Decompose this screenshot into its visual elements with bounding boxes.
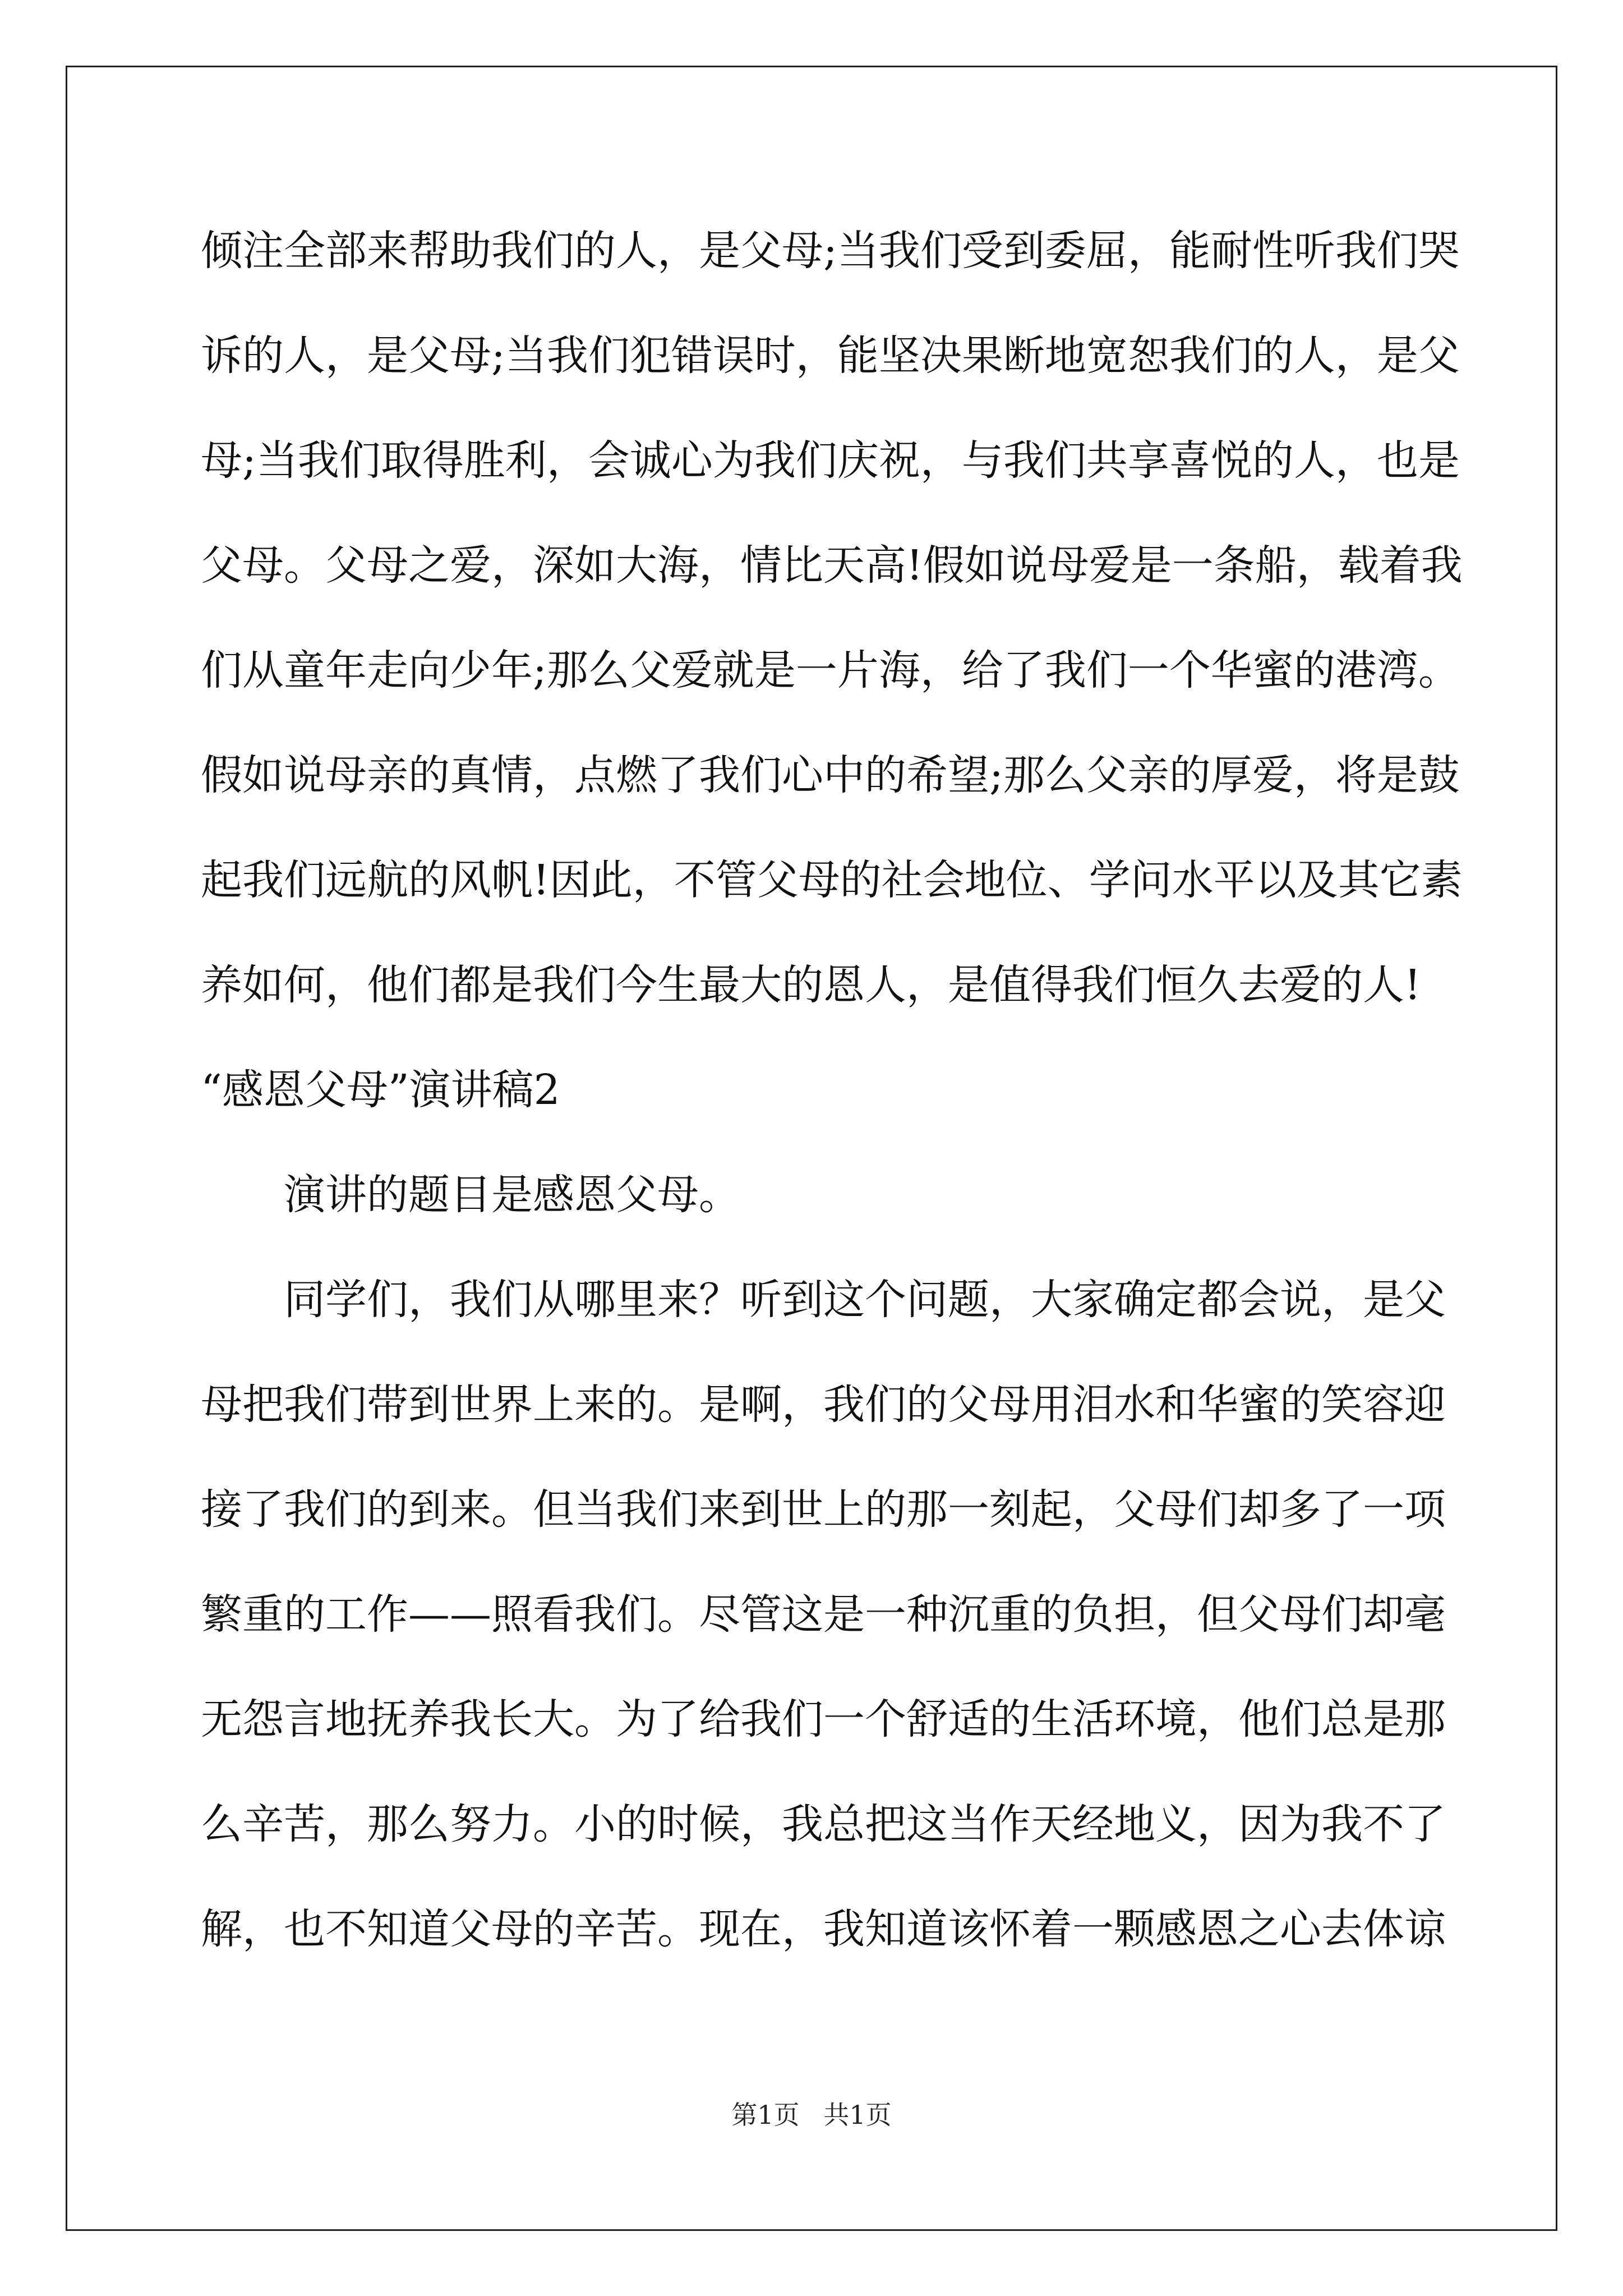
text-line: 诉的人，是父母;当我们犯错误时，能坚决果断地宽恕我们的人，是父 (201, 332, 1460, 380)
text-line: 无怨言地抚养我长大。为了给我们一个舒适的生活环境，他们总是那 (201, 1695, 1446, 1743)
text-line: 养如何，他们都是我们今生最大的恩人，是值得我们恒久去爱的人! (201, 961, 1421, 1009)
text-line: 母;当我们取得胜利，会诚心为我们庆祝，与我们共享喜悦的人，也是 (201, 436, 1460, 485)
text-line: 父母。父母之爱，深如大海，情比天高!假如说母爱是一条船，载着我 (201, 541, 1463, 590)
text-line: 母把我们带到世界上来的。是啊，我们的父母用泪水和华蜜的笑容迎 (201, 1381, 1446, 1429)
text-line: 演讲的题目是感恩父母。 (284, 1171, 740, 1219)
text-line: 接了我们的到来。但当我们来到世上的那一刻起，父母们却多了一项 (201, 1485, 1446, 1534)
page-footer (0, 2098, 1623, 2132)
text-line: 同学们，我们从哪里来？听到这个问题，大家确定都会说，是父 (284, 1276, 1446, 1324)
text-line: 繁重的工作——照看我们。尽管这是一种沉重的负担，但父母们却毫 (201, 1590, 1446, 1639)
text-line: 起我们远航的风帆!因此，不管父母的社会地位、学问水平以及其它素 (201, 856, 1463, 904)
section-heading: “感恩父母”演讲稿2 (201, 1066, 560, 1114)
page-count: 共1页 (823, 2100, 892, 2130)
text-line: 解，也不知道父母的辛苦。现在，我知道该怀着一颗感恩之心去体谅 (201, 1905, 1446, 1953)
page-number: 第1页 (731, 2100, 800, 2130)
text-line: 倾注全部来帮助我们的人，是父母;当我们受到委屈，能耐性听我们哭 (201, 227, 1460, 275)
text-line: 们从童年走向少年;那么父爱就是一片海，给了我们一个华蜜的港湾。 (201, 646, 1460, 694)
text-line: 么辛苦，那么努力。小的时候，我总把这当作天经地义，因为我不了 (201, 1800, 1446, 1848)
text-line: 假如说母亲的真情，点燃了我们心中的希望;那么父亲的厚爱，将是鼓 (201, 751, 1460, 799)
